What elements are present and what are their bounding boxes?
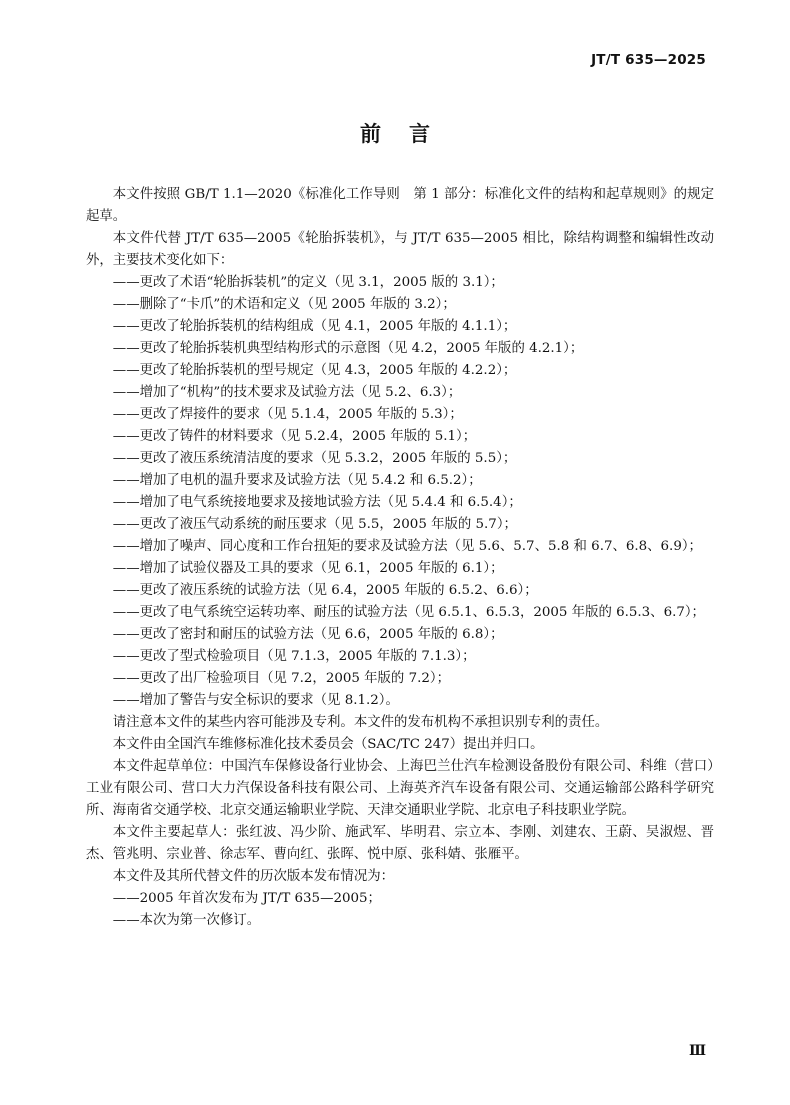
history-item: —— 2005 年首次发布为 JT/T 635—2005； — [86, 888, 714, 910]
change-item: —— 更改了轮胎拆装机典型结构形式的示意图（见 4.2，2005 年版的 4.2.1）； — [86, 338, 714, 360]
patent-notice: 请注意本文件的某些内容可能涉及专利。本文件的发布机构不承担识别专利的责任。 — [112, 715, 609, 730]
change-item: —— 更改了出厂检验项目（见 7.2，2005 年版的 7.2）； — [86, 668, 714, 690]
change-item: —— 增加了试验仪器及工具的要求（见 6.1，2005 年版的 6.1）； — [86, 558, 714, 580]
change-item: —— 更改了液压系统的试验方法（见 6.4，2005 年版的 6.5.2、6.6）； — [86, 580, 714, 602]
drafting-units-paragraph: 本文件起草单位：中国汽车保修设备行业协会、上海巴兰仕汽车检测设备股份有限公司、科维（营口）工业有限公司、营口大力汽保设备科技有限公司、上海英齐汽车设备有限公司、交通运输部公路科学研究所、海南省交通学校、北京交通运输职业学院、天津交通职业学院、北京电子科技职业学院。 — [86, 759, 714, 818]
proposer-paragraph: 本文件由全国汽车维修标准化技术委员会（SAC/TC 247）提出并归口。 — [112, 737, 544, 752]
change-item: —— 更改了电气系统空运转功率、耐压的试验方法（见 6.5.1、6.5.3，2005 年版的 6.5.3、6.7）； — [86, 602, 714, 624]
change-item: —— 更改了轮胎拆装机的结构组成（见 4.1，2005 年版的 4.1.1）； — [86, 316, 714, 338]
change-item: —— 更改了轮胎拆装机的型号规定（见 4.3，2005 年版的 4.2.2）； — [86, 360, 714, 382]
change-item: —— 删除了“卡爪”的术语和定义（见 2005 年版的 3.2）； — [86, 294, 714, 316]
drafters-paragraph: 本文件主要起草人：张红波、冯少阶、施武军、毕明君、宗立本、李刚、刘建农、王蔚、吴淑煜、晋杰、管兆明、宗业普、徐志军、曹向红、张晖、悦中原、张科婧、张雁平。 — [86, 825, 714, 862]
change-item: —— 增加了噪声、同心度和工作台扭矩的要求及试验方法（见 5.6、5.7、5.8 和 6.7、6.8、6.9）； — [86, 536, 714, 558]
history-item: —— 本次为第一次修订。 — [86, 910, 714, 932]
change-item: —— 增加了电气系统接地要求及接地试验方法（见 5.4.4 和 6.5.4）； — [86, 492, 714, 514]
history-intro: 本文件及其所代替文件的历次版本发布情况为： — [112, 869, 394, 884]
replace-paragraph: 本文件代替 JT/T 635—2005《轮胎拆装机》，与 JT/T 635—2005 相比，除结构调整和编辑性改动外，主要技术变化如下： — [86, 231, 714, 268]
change-item: —— 更改了术语“轮胎拆装机”的定义（见 3.1，2005 版的 3.1）； — [86, 272, 714, 294]
page-title: 前言 — [360, 122, 458, 146]
change-item: —— 增加了电机的温升要求及试验方法（见 5.4.2 和 6.5.2）； — [86, 470, 714, 492]
page-number: Ⅲ — [688, 1043, 706, 1059]
change-item: —— 更改了液压系统清洁度的要求（见 5.3.2，2005 年版的 5.5）； — [86, 448, 714, 470]
foreword-body — [86, 184, 714, 932]
change-item: —— 更改了型式检验项目（见 7.1.3，2005 年版的 7.1.3）； — [86, 646, 714, 668]
change-item: —— 更改了铸件的材料要求（见 5.2.4，2005 年版的 5.1）； — [86, 426, 714, 448]
standard-code: JT/T 635—2025 — [591, 52, 706, 68]
change-item: —— 更改了密封和耐压的试验方法（见 6.6，2005 年版的 6.8）； — [86, 624, 714, 646]
change-item: —— 更改了焊接件的要求（见 5.1.4，2005 年版的 5.3）； — [86, 404, 714, 426]
change-item: —— 更改了液压气动系统的耐压要求（见 5.5，2005 年版的 5.7）； — [86, 514, 714, 536]
change-item: —— 增加了“机构”的技术要求及试验方法（见 5.2、6.3）； — [86, 382, 714, 404]
changes-list — [86, 272, 714, 712]
intro-paragraph: 本文件按照 GB/T 1.1—2020《标准化工作导则 第 1 部分：标准化文件的结构和起草规则》的规定起草。 — [86, 187, 714, 224]
change-item: —— 增加了警告与安全标识的要求（见 8.1.2）。 — [86, 690, 714, 712]
history-list — [86, 888, 714, 932]
